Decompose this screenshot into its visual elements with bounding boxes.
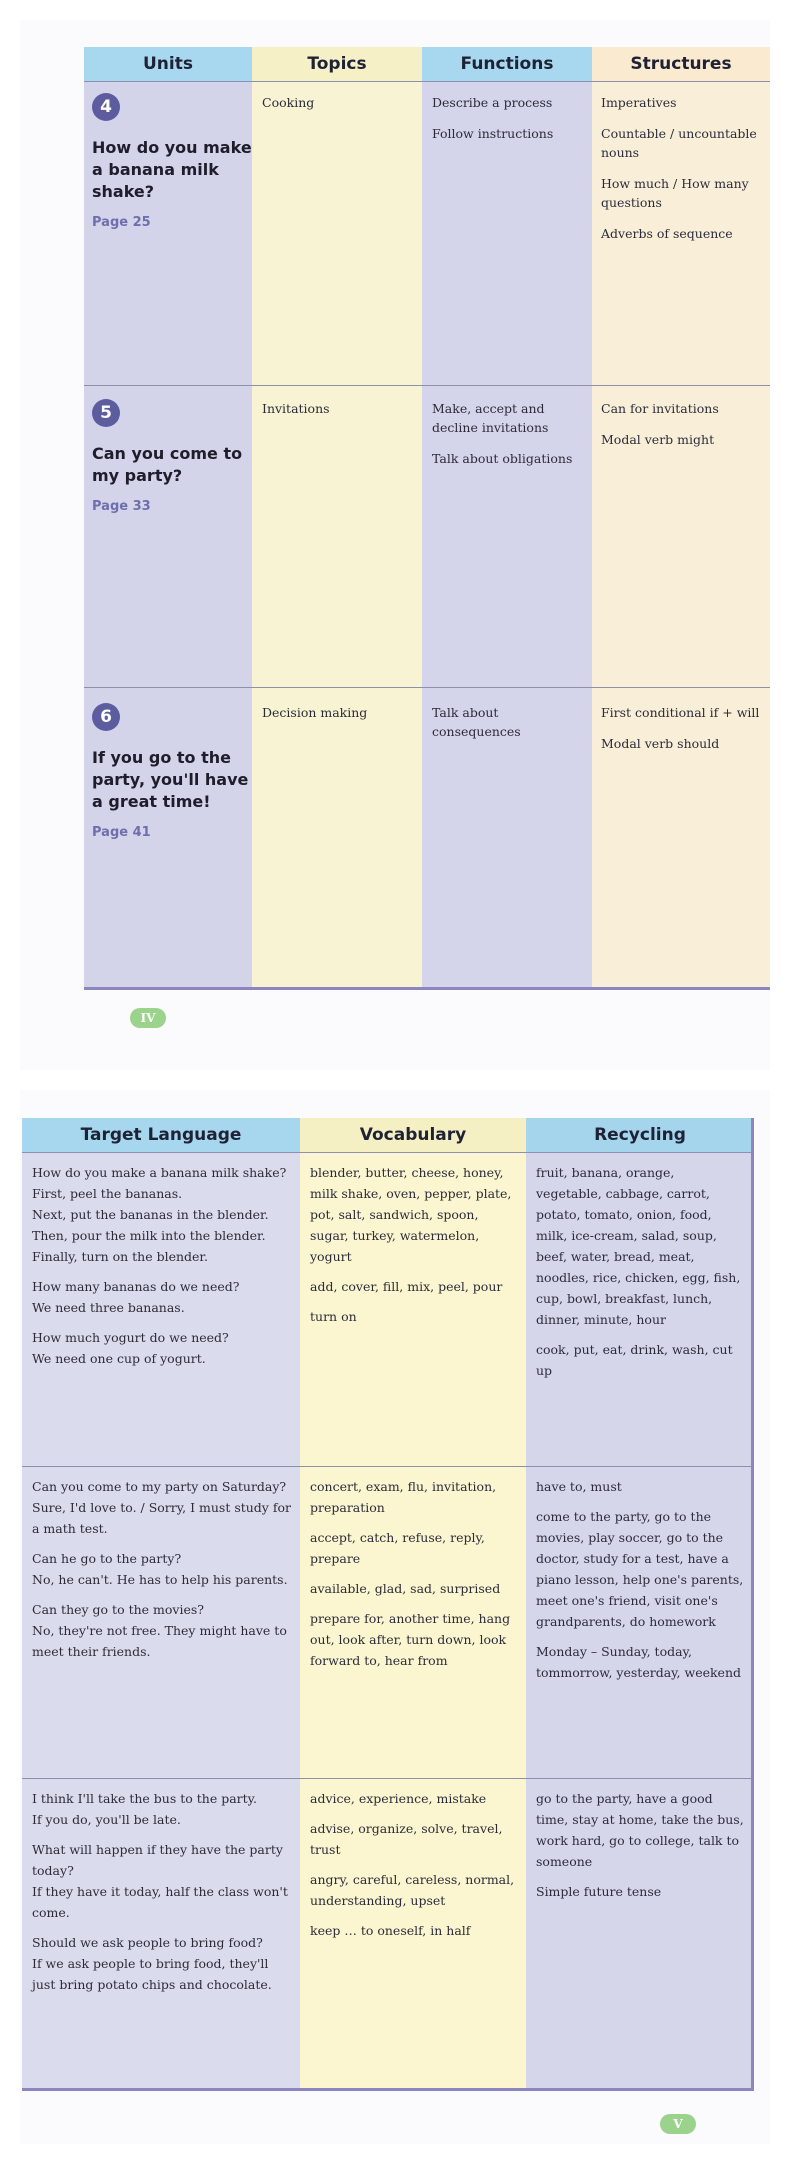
unit-page-link[interactable]: Page 25 (92, 215, 151, 230)
target-sentence: Next, put the bananas in the blender. (32, 1207, 269, 1222)
unit-page-link[interactable]: Page 41 (92, 825, 151, 840)
unit-4-recycling (536, 1162, 744, 1390)
row-divider (84, 385, 770, 386)
vocabulary-group: advise, organize, solve, travel, trust (310, 1821, 503, 1857)
target-sentence: No, they're not free. They might have to meet their friends. (32, 1623, 287, 1659)
vocabulary-group: keep … to oneself, in half (310, 1923, 471, 1938)
unit-6-structures (601, 703, 763, 765)
table-bottom-border (84, 987, 770, 990)
topics-column (252, 47, 422, 987)
unit-4-target-language (32, 1162, 294, 1369)
target-sentence: We need one cup of yogurt. (32, 1351, 206, 1366)
target-sentence: What will happen if they have the party today? (32, 1842, 283, 1878)
unit-page-link[interactable]: Page 33 (92, 499, 151, 514)
target-sentence: If they have it today, half the class won't come. (32, 1884, 288, 1920)
target-sentence: How many bananas do we need? (32, 1279, 240, 1294)
function-item: Describe a process (432, 95, 553, 110)
vocabulary-group: accept, catch, refuse, reply, prepare (310, 1530, 485, 1566)
row-divider (22, 1466, 754, 1467)
recycling-group: go to the party, have a good time, stay at home, take the bus, work hard, go to college, talk to someone (536, 1791, 744, 1869)
syllabus-table-2 (22, 1118, 754, 2088)
unit-number-badge: 6 (92, 703, 120, 731)
function-item: Make, accept and decline invitations (432, 401, 549, 435)
unit-6-vocabulary (310, 1788, 518, 1950)
unit-number-badge: 5 (92, 399, 120, 427)
header-functions: Functions (422, 47, 592, 81)
syllabus-page-iv (20, 20, 770, 1070)
recycling-group: Simple future tense (536, 1884, 662, 1899)
unit-4-structures (601, 93, 763, 255)
syllabus-page-v (20, 1090, 770, 2144)
header-topics: Topics (252, 47, 422, 81)
table-right-border (751, 1118, 754, 2091)
unit-6-block (92, 703, 252, 840)
vocabulary-group: blender, butter, cheese, honey, milk shake, oven, pepper, plate, pot, salt, sandwich, spoon, sugar, turkey, watermelon, yogurt (310, 1165, 512, 1264)
table-bottom-border (22, 2088, 754, 2091)
unit-6-recycling (536, 1788, 744, 1911)
unit-4-topics (262, 93, 412, 124)
target-sentence: First, peel the bananas. (32, 1186, 183, 1201)
unit-title: How do you make a banana milk shake? (92, 138, 252, 201)
unit-6-target-language (32, 1788, 294, 1995)
unit-title: Can you come to my party? (92, 444, 243, 485)
vocabulary-group: prepare for, another time, hang out, look after, turn down, look forward to, hear from (310, 1611, 511, 1668)
vocabulary-group: turn on (310, 1309, 357, 1324)
vocabulary-group: add, cover, fill, mix, peel, pour (310, 1279, 503, 1294)
unit-5-vocabulary (310, 1476, 518, 1680)
structure-item: Imperatives (601, 95, 677, 110)
syllabus-table-1 (84, 47, 770, 987)
recycling-group: fruit, banana, orange, vegetable, cabbage, carrot, potato, tomato, onion, food, milk, ice-cream, salad, soup, beef, water, bread, meat, noodles, rice, chicken, egg, fish, cup, bowl, breakfast, lunch, dinner, minute, hour (536, 1165, 741, 1327)
unit-4-vocabulary (310, 1162, 518, 1336)
structure-item: Modal verb should (601, 736, 720, 751)
structure-item: Countable / uncountable nouns (601, 126, 757, 160)
target-sentence: If you do, you'll be late. (32, 1812, 181, 1827)
topic-item: Invitations (262, 401, 330, 416)
target-sentence: We need three bananas. (32, 1300, 185, 1315)
header-target-language: Target Language (22, 1118, 300, 1152)
recycling-group: cook, put, eat, drink, wash, cut up (536, 1342, 733, 1378)
vocabulary-group: advice, experience, mistake (310, 1791, 487, 1806)
unit-5-structures (601, 399, 763, 461)
target-sentence: Then, pour the milk into the blender. (32, 1228, 266, 1243)
unit-5-block (92, 399, 252, 514)
target-sentence: I think I'll take the bus to the party. (32, 1791, 258, 1806)
structure-item: How much / How many questions (601, 176, 749, 210)
unit-number-badge: 4 (92, 93, 120, 121)
unit-5-recycling (536, 1476, 744, 1692)
vocabulary-group: concert, exam, flu, invitation, preparation (310, 1479, 497, 1515)
header-divider (22, 1152, 754, 1153)
unit-4-block (92, 93, 252, 230)
target-sentence: Finally, turn on the blender. (32, 1249, 209, 1264)
unit-6-topics (262, 703, 412, 734)
header-units: Units (84, 47, 252, 81)
recycling-group: Monday – Sunday, today, tommorrow, yesterday, weekend (536, 1644, 742, 1680)
unit-5-functions (432, 399, 587, 480)
page-number-badge: IV (130, 1008, 166, 1028)
target-sentence: Sure, I'd love to. / Sorry, I must study for a math test. (32, 1500, 291, 1536)
vocabulary-group: angry, careful, careless, normal, understanding, upset (310, 1872, 515, 1908)
header-structures: Structures (592, 47, 770, 81)
function-item: Follow instructions (432, 126, 554, 141)
structure-item: First conditional if + will (601, 705, 760, 720)
target-sentence: Can he go to the party? (32, 1551, 182, 1566)
header-vocabulary: Vocabulary (300, 1118, 526, 1152)
header-recycling: Recycling (526, 1118, 754, 1152)
function-item: Talk about consequences (432, 705, 521, 739)
target-sentence: Should we ask people to bring food? (32, 1935, 263, 1950)
unit-5-topics (262, 399, 412, 430)
page-number-badge: V (660, 2114, 696, 2134)
unit-5-target-language (32, 1476, 294, 1662)
recycling-group: have to, must (536, 1479, 622, 1494)
target-sentence: Can they go to the movies? (32, 1602, 204, 1617)
topic-item: Cooking (262, 95, 315, 110)
vocabulary-group: available, glad, sad, surprised (310, 1581, 501, 1596)
unit-6-functions (432, 703, 587, 753)
target-sentence: How do you make a banana milk shake? (32, 1165, 287, 1180)
structure-item: Can for invitations (601, 401, 719, 416)
recycling-group: come to the party, go to the movies, play soccer, go to the doctor, study for a test, have a piano lesson, help one's parents, meet one's friend, visit one's grandparents, do homework (536, 1509, 744, 1629)
functions-column (422, 47, 592, 987)
target-sentence: If we ask people to bring food, they'll just bring potato chips and chocolate. (32, 1956, 272, 1992)
row-divider (84, 687, 770, 688)
structure-item: Modal verb might (601, 432, 715, 447)
unit-title: If you go to the party, you'll have a great time! (92, 748, 249, 811)
structure-item: Adverbs of sequence (601, 226, 733, 241)
header-divider (84, 81, 770, 82)
target-sentence: How much yogurt do we need? (32, 1330, 229, 1345)
row-divider (22, 1778, 754, 1779)
unit-4-functions (432, 93, 587, 155)
function-item: Talk about obligations (432, 451, 573, 466)
topic-item: Decision making (262, 705, 368, 720)
target-sentence: No, he can't. He has to help his parents. (32, 1572, 288, 1587)
target-sentence: Can you come to my party on Saturday? (32, 1479, 287, 1494)
